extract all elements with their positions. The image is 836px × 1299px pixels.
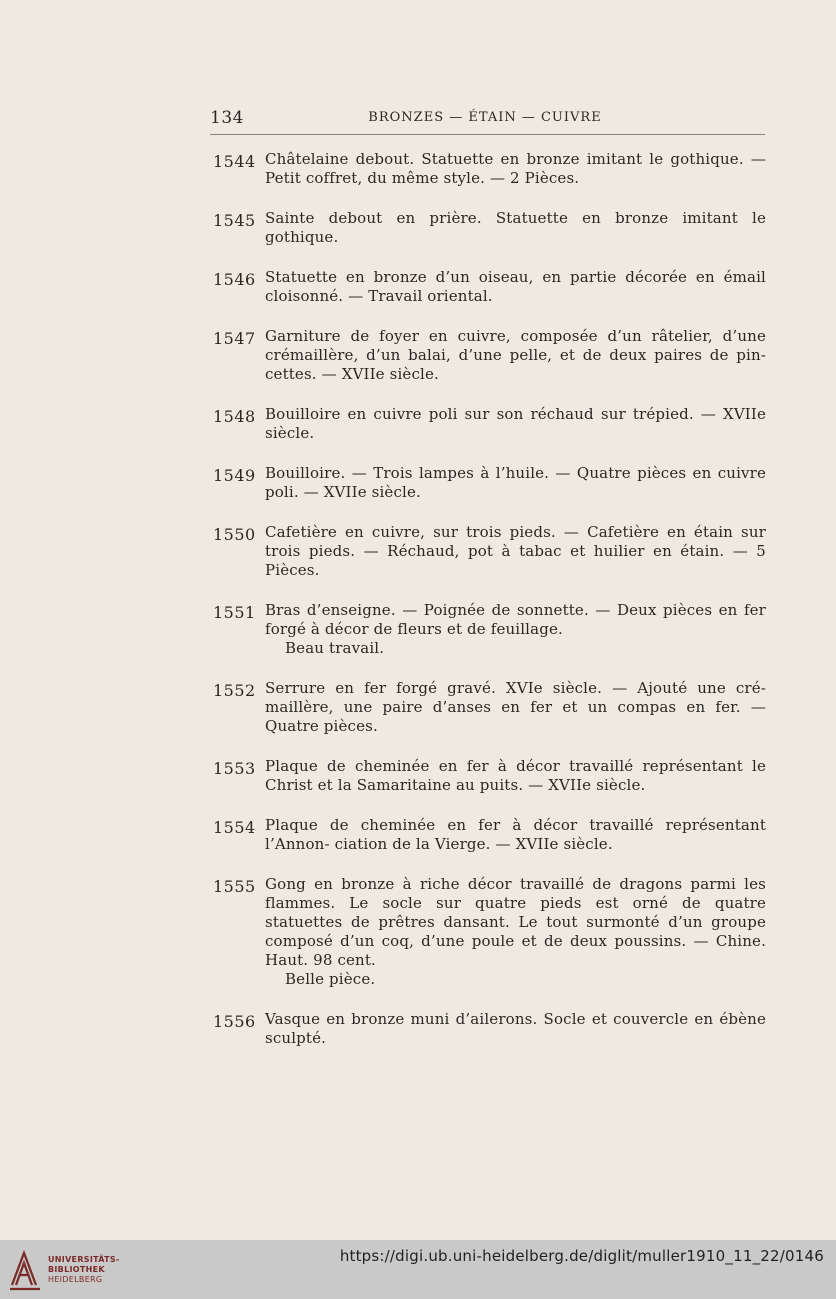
catalogue-entry — [210, 464, 766, 502]
entry-number: 1548 — [213, 407, 256, 426]
library-name-line-2: BIBLIOTHEK — [48, 1265, 105, 1274]
entry-number: 1555 — [213, 877, 256, 896]
catalogue-entry — [210, 523, 766, 580]
entry-description: Vasque en bronze muni d’ailerons. Socle et couvercle en ébène sculpté. — [265, 1010, 766, 1047]
entry-description: Sainte debout en prière. Statuette en bronze imitant le gothique. — [265, 209, 766, 246]
entry-description: Serrure en fer forgé gravé. XVIe siècle. — Ajouté une cré- maillère, une paire d’anses en fer et un compas en fer. — Quatre pièces. — [265, 679, 766, 735]
catalogue-entry — [210, 757, 766, 795]
entry-number: 1553 — [213, 759, 256, 778]
catalogue-entry — [210, 816, 766, 854]
entry-description: Gong en bronze à riche décor travaillé de dragons parmi les flammes. Le socle sur quatre pieds est orné de quatre statuettes de prêtres dansant. Le tout surmonté d’un groupe composé d’un coq, d’une poule et de deux poussins. — Chine. Haut. 98 cent. — [265, 875, 766, 969]
entry-number: 1550 — [213, 525, 256, 544]
entry-description: Cafetière en cuivre, sur trois pieds. — Cafetière en étain sur trois pieds. — Réchaud, pot à tabac et huilier en étain. — 5 Pièces. — [265, 523, 766, 579]
page-number: 134 — [210, 108, 244, 128]
source-url-link[interactable]: https://digi.ub.uni-heidelberg.de/diglit/muller1910_11_22/0146 — [339, 1247, 824, 1265]
entry-note: Belle pièce. — [285, 970, 376, 988]
entry-description: Châtelaine debout. Statuette en bronze imitant le gothique. — Petit coffret, du même style. — 2 Pièces. — [265, 150, 766, 187]
catalogue-entry — [210, 268, 766, 306]
entry-number: 1545 — [213, 211, 256, 230]
entry-number: 1552 — [213, 681, 256, 700]
entry-note: Beau travail. — [285, 639, 385, 657]
catalogue-entry — [210, 150, 766, 188]
library-name-line-3: HEIDELBERG — [48, 1275, 103, 1284]
university-library-logo-icon[interactable] — [8, 1247, 42, 1291]
catalogue-entry — [210, 679, 766, 736]
entry-description: Statuette en bronze d’un oiseau, en partie décorée en émail cloisonné. — Travail oriental. — [265, 268, 766, 305]
library-name-line-1: UNIVERSITÄTS- — [48, 1255, 120, 1264]
catalogue-entry — [210, 875, 766, 989]
entry-number: 1544 — [213, 152, 256, 171]
footer-bar — [0, 1240, 836, 1299]
catalogue-entry — [210, 601, 766, 658]
entry-description: Plaque de cheminée en fer à décor travaillé représentant le Christ et la Samaritaine au puits. — XVIIe siècle. — [265, 757, 766, 794]
catalogue-entry — [210, 327, 766, 384]
entry-number: 1549 — [213, 466, 256, 485]
page-header — [210, 108, 765, 135]
entry-number: 1546 — [213, 270, 256, 289]
catalogue-entries — [210, 150, 766, 1069]
library-name — [48, 1255, 120, 1285]
entry-description: Garniture de foyer en cuivre, composée d’un râtelier, d’une crémaillère, d’un balai, d’une pelle, et de deux paires de pin- cettes. — XVIIe siècle. — [265, 327, 766, 383]
entry-description: Bras d’enseigne. — Poignée de sonnette. — Deux pièces en fer forgé à décor de fleurs et de feuillage. — [265, 601, 766, 638]
catalogue-entry — [210, 1010, 766, 1048]
entry-number: 1554 — [213, 818, 256, 837]
entry-description: Plaque de cheminée en fer à décor travaillé représentant l’Annon- ciation de la Vierge. — XVIIe siècle. — [265, 816, 766, 853]
entry-number: 1556 — [213, 1012, 256, 1031]
entry-number: 1551 — [213, 603, 256, 622]
catalogue-entry — [210, 405, 766, 443]
catalogue-entry — [210, 209, 766, 247]
entry-number: 1547 — [213, 329, 256, 348]
entry-description: Bouilloire. — Trois lampes à l’huile. — Quatre pièces en cuivre poli. — XVIIe siècle. — [265, 464, 766, 501]
entry-description: Bouilloire en cuivre poli sur son réchaud sur trépied. — XVIIe siècle. — [265, 405, 766, 442]
running-title: BRONZES — ÉTAIN — CUIVRE — [368, 110, 602, 125]
